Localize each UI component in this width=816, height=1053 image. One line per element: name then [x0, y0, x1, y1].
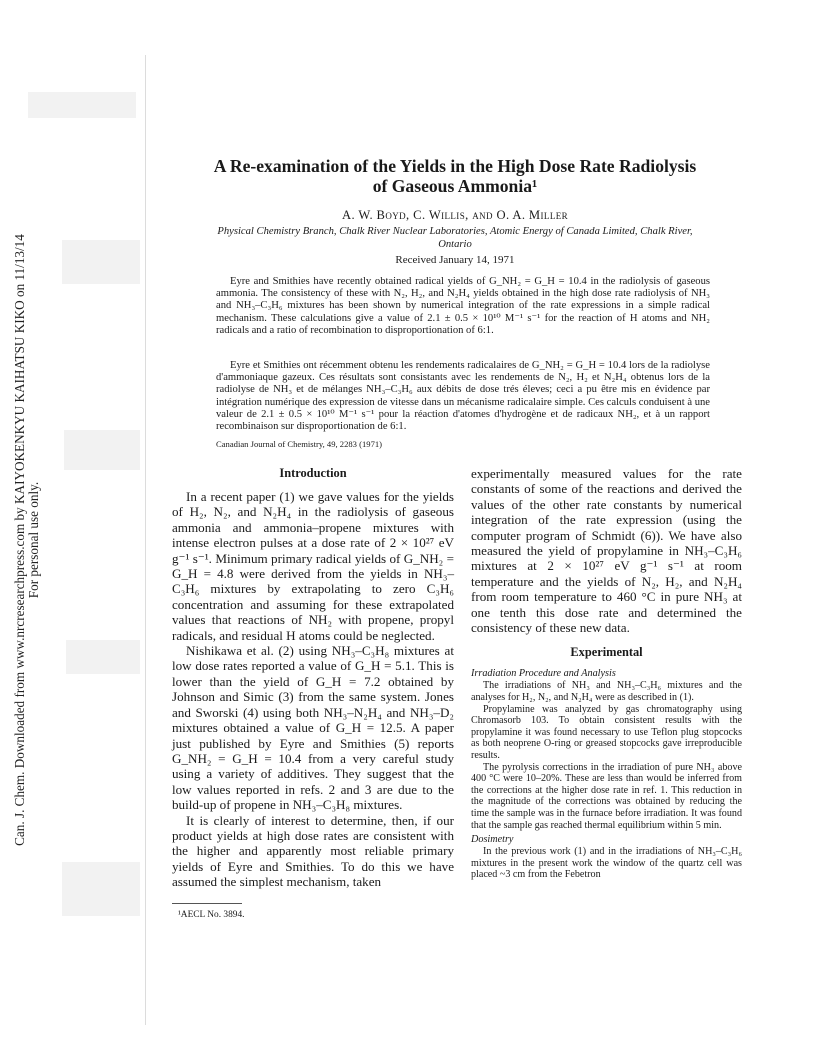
watermark-line-1: Can. J. Chem. Downloaded from www.nrcresearchpress.com by KAIYOKENKYU KAIHATSU KIKO on 11/13/14: [12, 234, 27, 846]
left-column: [172, 466, 454, 920]
intro-paragraph-2: Nishikawa et al. (2) using NH₃–C₃H₈ mixtures at low dose rates reported a value of G_H = 5.1. This is lower than the yield of G_H = 7.2 obtained by Johnson and Simic (3) from the same system. Jones and Sworski (4) using both NH₃–N₂H₄ and NH₃–D₂ mixtures obtained a value of G_H = 12.5. A paper just published by Eyre and Smithies (5) reports G_NH₂ = G_H = 10.4 from a very careful study using a variety of additives. They suggest that the low values reported in refs. 2 and 3 are due to the build-up of propene in NH₃–C₃H₈ mixtures.: [172, 643, 454, 813]
watermark-line-2: For personal use only.: [26, 481, 41, 599]
subheading-irradiation: Irradiation Procedure and Analysis: [471, 668, 616, 680]
scan-smudge-middle: [64, 430, 140, 470]
intro-continued-paragraph: experimentally measured values for the rate constants of some of the reactions and derived the values of the other rate constants by numerical integration of the rate expression (using the computer program of Schmidt (6)). We have also measured the yield of propylamine in NH₃–C₃H₆ mixtures at 2 × 10²⁷ eV g⁻¹ s⁻¹ at room temperature and the yields of N₂, H₂, and N₂H₄ from room temperature to 460 °C in pure NH₃ at one tenth this dose rate and determined the consistency of these new data.: [471, 466, 742, 636]
scan-smudge-bottom: [62, 862, 140, 916]
intro-paragraph-1: In a recent paper (1) we gave values for the yields of H₂, N₂, and N₂H₄ in the radiolysis of gaseous ammonia and ammonia–propene mixtures with intense electron pulses at a dose rate of 2 × 10²⁷ eV g⁻¹ s⁻¹. Minimum primary radical yields of G_NH₂ = G_H = 4.8 were derived from the yields in NH₃–C₃H₆ mixtures by extrapolating to zero C₃H₆ concentration and assuming for these extrapolated values that reactions of NH₂ with propene, propyl radicals, and residual H atoms could be neglected.: [172, 489, 454, 643]
introduction-heading: Introduction: [279, 466, 347, 480]
scan-smudge-top: [28, 92, 136, 118]
journal-reference: Canadian Journal of Chemistry, 49, 2283 (1971): [216, 439, 383, 449]
received-date: Received January 14, 1971: [395, 254, 515, 266]
intro-paragraph-3: It is clearly of interest to determine, then, if our product yields at high dose rates are consistent with the higher and apparently most reliable primary yields of Eyre and Smithies. To do this we have assumed the simplest mechanism, taken: [172, 812, 454, 890]
experimental-paragraph-2: Propylamine was analyzed by gas chromatography using Chromasorb 103. To obtain consistent results with the propylamine it was found necessary to use Teflon plug stopcocks as both neoprene O-ring or greased stopcocks gave irreproducible results.: [471, 703, 742, 762]
dosimetry-paragraph: In the previous work (1) and in the irradiations of NH₃–C₃H₆ mixtures in the present work the window of the quartz cell was placed ~3 cm from the Febetron: [471, 846, 742, 881]
authors: A. W. Boyd, C. Willis, and O. A. Miller: [341, 208, 569, 222]
abstract-french: Eyre et Smithies ont récemment obtenu les rendements radicalaires de G_NH₂ = G_H = 10.4 lors de la radiolyse d'ammoniaque gazeux. Ces résultats sont consistants avec les rendements de N₂, H₂ et N₂H₄ obtenus lors de la radiolyse de NH₃ et de mélanges NH₃–C₃H₆ aux débits de dose trés éleves; ceci a pu être mis en évidence par intégration numérique des expression de vitesse dans un mécanisme radicalaire simple. Ces calculs conduisent à une valeur de 2.1 ± 0.5 × 10¹⁰ M⁻¹ s⁻¹ pour la réaction d'atomes d'hydrogène et de radicaux NH₂, et à un rapport recombinaison sur disproportionation de 6:1.: [216, 360, 710, 433]
scan-smudge-upper: [62, 240, 140, 284]
experimental-heading: Experimental: [570, 645, 643, 660]
experimental-paragraph-1: The irradiations of NH₃ and NH₃–C₃H₆ mixtures and the analyses for H₂, N₂, and N₂H₄ were as described in (1).: [471, 680, 742, 704]
abstract-english: Eyre and Smithies have recently obtained radical yields of G_NH₂ = G_H = 10.4 in the radiolysis of gaseous ammonia. The consistency of these with N₂, H₂, and N₂H₄ yields obtained in the high dose rate radiolysis of NH₃ and NH₃–C₃H₆ mixtures has been shown by numerical integration of the rate expressions in a simple radical mechanism. These calculations give a value of 2.1 ± 0.5 × 10¹⁰ M⁻¹ s⁻¹ for the reaction of H atoms and NH₂ radicals and a ratio of recombination to disproportionation of 6:1.: [216, 276, 710, 336]
right-column: [471, 466, 742, 881]
paper-title: A Re-examination of the Yields in the High Dose Rate Radiolysis of Gaseous Ammonia¹: [213, 156, 697, 196]
download-watermark: [13, 195, 41, 885]
experimental-paragraph-3: The pyrolysis corrections in the irradiation of pure NH₃ above 400 °C were 10–20%. These are less than would be inferred from the corrections at the higher dose rate in ref. 1. This reduction in the magnitude of the corrections was obtained by reducing the time the sample was in the furnace before irradiation. It was found that the sample gas reached thermal equilibrium within 5 min.: [471, 761, 742, 831]
affiliation: Physical Chemistry Branch, Chalk River Nuclear Laboratories, Atomic Energy of Canada Limited, Chalk River, Ontario: [217, 226, 693, 250]
footnote: ¹AECL No. 3894.: [178, 909, 245, 920]
footnote-rule: [172, 903, 242, 904]
scan-smudge-lower: [66, 640, 140, 674]
subheading-dosimetry: Dosimetry: [471, 834, 514, 846]
page-edge-line: [145, 55, 146, 1025]
